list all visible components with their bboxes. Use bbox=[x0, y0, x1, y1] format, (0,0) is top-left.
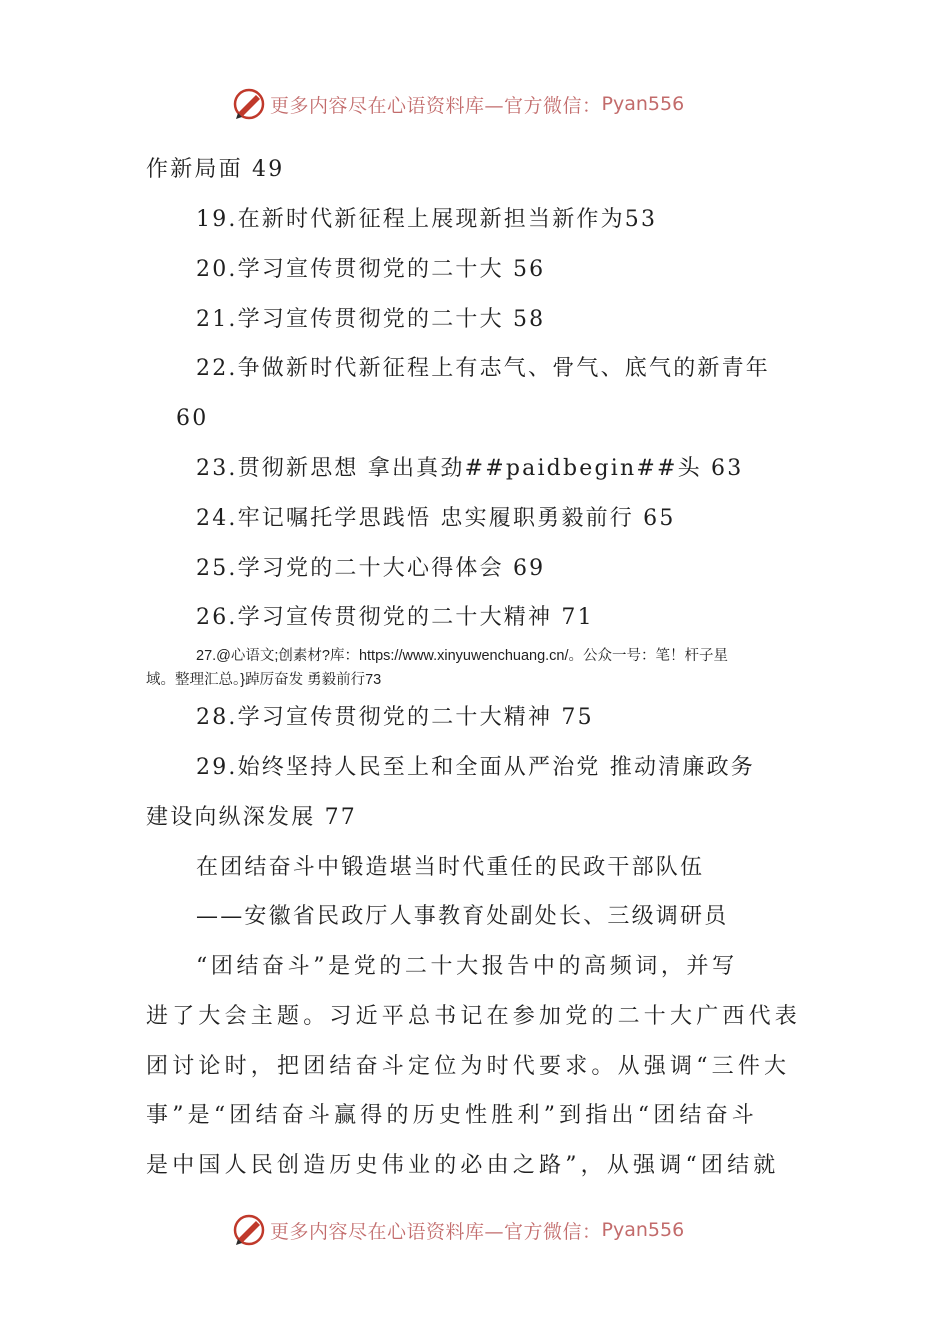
toc-item-27-line1: 27.@心语文;创素材?库：https://www.xinyuwenchuang.cn/。公众一号：笔！杆子星 bbox=[196, 648, 729, 664]
article-byline: ——安徽省民政厅人事教育处副处长、三级调研员 bbox=[196, 904, 729, 929]
banner-handle: Pyan556 bbox=[601, 1219, 685, 1241]
banner-handle: Pyan556 bbox=[601, 93, 685, 115]
article-paragraph-line: 团讨论时，把团结奋斗定位为时代要求。从强调“三件大 bbox=[146, 1054, 791, 1079]
toc-line: 24.牢记嘱托学思践悟 忠实履职勇毅前行 65 bbox=[196, 506, 676, 531]
toc-line: 22.争做新时代新征程上有志气、骨气、底气的新青年 bbox=[196, 356, 770, 381]
banner-text: 更多内容尽在心语资料库—官方微信： bbox=[270, 1220, 602, 1243]
pen-logo-icon bbox=[232, 1213, 266, 1247]
header-banner bbox=[232, 84, 684, 124]
toc-line: 25.学习党的二十大心得体会 69 bbox=[196, 556, 546, 581]
toc-line: 21.学习宣传贯彻党的二十大 58 bbox=[196, 307, 546, 332]
article-paragraph-line: 进了大会主题。习近平总书记在参加党的二十大广西代表 bbox=[146, 1004, 802, 1029]
toc-line: 20.学习宣传贯彻党的二十大 56 bbox=[196, 257, 546, 282]
footer-banner bbox=[232, 1210, 684, 1250]
article-paragraph-line: “团结奋斗”是党的二十大报告中的高频词，并写 bbox=[196, 954, 738, 979]
article-title: 在团结奋斗中锻造堪当时代重任的民政干部队伍 bbox=[196, 855, 705, 880]
banner-text: 更多内容尽在心语资料库—官方微信： bbox=[270, 94, 602, 117]
toc-line: 23.贯彻新思想 拿出真劲##paidbegin##头 63 bbox=[196, 456, 744, 481]
toc-line: 19.在新时代新征程上展现新担当新作为53 bbox=[196, 207, 658, 232]
toc-item-27-line2: 域。整理汇总。}踔厉奋发 勇毅前行73 bbox=[146, 672, 382, 688]
toc-line: 作新局面 49 bbox=[146, 157, 285, 182]
toc-line: 建设向纵深发展 77 bbox=[146, 805, 357, 830]
toc-line: 60 bbox=[176, 406, 209, 431]
toc-line: 29.始终坚持人民至上和全面从严治党 推动清廉政务 bbox=[196, 755, 755, 780]
toc-line: 28.学习宣传贯彻党的二十大精神 75 bbox=[196, 705, 594, 730]
article-paragraph-line: 是中国人民创造历史伟业的必由之路”，从强调“团结就 bbox=[146, 1153, 780, 1178]
article-paragraph-line: 事”是“团结奋斗赢得的历史性胜利”到指出“团结奋斗 bbox=[146, 1103, 758, 1128]
toc-line: 26.学习宣传贯彻党的二十大精神 71 bbox=[196, 605, 594, 630]
pen-logo-icon bbox=[232, 87, 266, 121]
